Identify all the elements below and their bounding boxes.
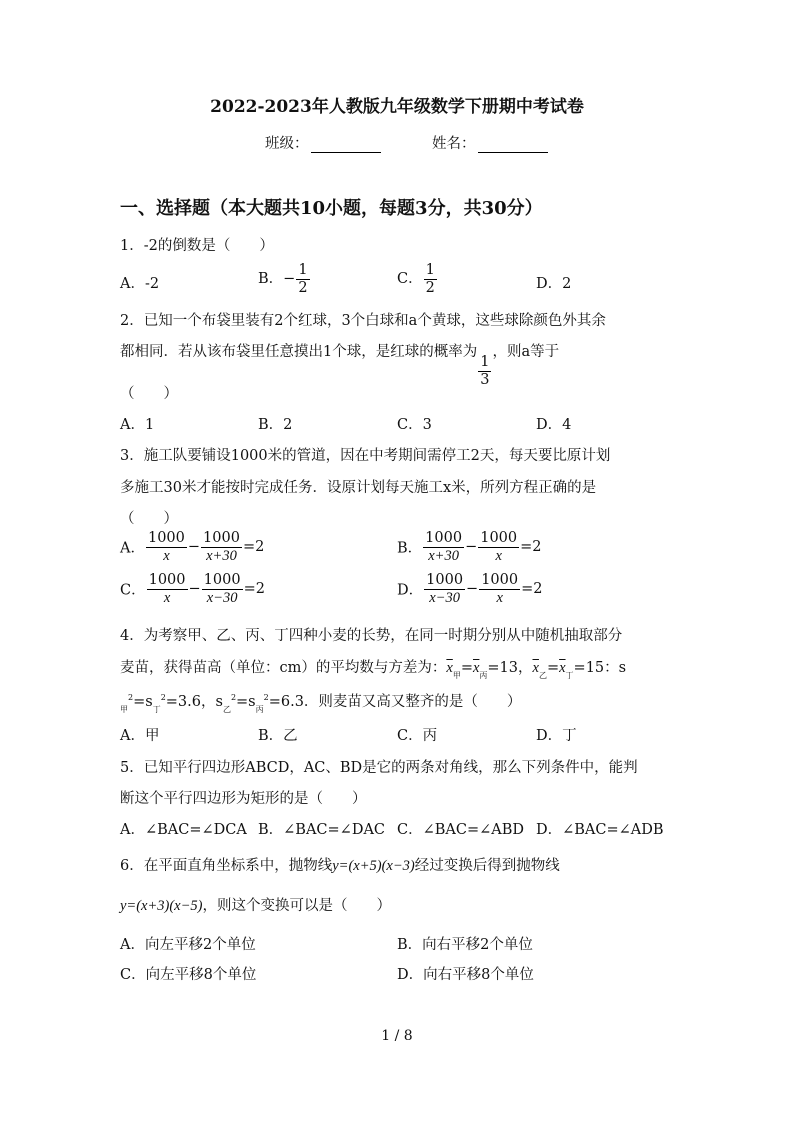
question-1-stem: 1．-2的倒数是（ ）	[120, 238, 274, 254]
q2-option-c[interactable]: C．3	[397, 417, 432, 433]
q4-option-b[interactable]: B．乙	[258, 728, 298, 744]
q5-option-d[interactable]: D．∠BAC=∠ADB	[536, 822, 664, 838]
q3-option-d[interactable]: D． $\frac{1000}{x-30}$ − $\frac{1000}{x}$ =2	[397, 572, 543, 606]
q1-option-b[interactable]: B．− $\frac{1}{2}$	[258, 262, 308, 296]
q1-option-c[interactable]: C． $\frac{1}{2}$	[397, 262, 435, 296]
q6-option-b[interactable]: B．向右平移2个单位	[397, 937, 533, 953]
class-field	[265, 132, 381, 153]
q2-option-b[interactable]: B．2	[258, 417, 293, 433]
equation-2: y=(x+3)(x−5)	[120, 898, 203, 914]
name-label: 姓名：	[432, 136, 476, 152]
class-blank[interactable]	[311, 138, 381, 153]
class-label: 班级：	[265, 136, 309, 152]
question-2-line-1: 2．已知一个布袋里装有2个红球，3个白球和a个黄球，这些球除颜色外其余	[120, 313, 606, 329]
q4-option-d[interactable]: D．丁	[536, 728, 577, 744]
q1-option-d[interactable]: D．2	[536, 276, 572, 292]
q5-option-a[interactable]: A．∠BAC=∠DCA	[120, 822, 247, 838]
question-5-line-1: 5．已知平行四边形ABCD，AC、BD是它的两条对角线，那么下列条件中，能判	[120, 760, 638, 776]
page-number: 1 / 8	[381, 1028, 413, 1044]
name-field	[432, 132, 548, 153]
fraction: $\frac{1}{2}$	[425, 262, 435, 296]
question-4-line-1: 4．为考察甲、乙、丙、丁四种小麦的长势，在同一时期分别从中随机抽取部分	[120, 628, 623, 644]
fraction: $\frac{1}{3}$	[480, 354, 490, 388]
question-3-paren: （ ）	[120, 511, 178, 527]
page-title: 2022-2023年人教版九年级数学下册期中考试卷	[210, 97, 584, 117]
q2-option-a[interactable]: A．1	[120, 417, 155, 433]
question-2-line-2: 都相同．若从该布袋里任意摸出1个球，是红球的概率为 $\frac{1}{3}$ ，则a等于	[120, 344, 560, 388]
q2-option-d[interactable]: D．4	[536, 417, 572, 433]
q1-option-a[interactable]: A．-2	[120, 276, 160, 292]
q5-option-c[interactable]: C．∠BAC=∠ABD	[397, 822, 525, 838]
q6-option-c[interactable]: C．向左平移8个单位	[120, 967, 257, 983]
q6-option-d[interactable]: D．向右平移8个单位	[397, 967, 534, 983]
q3-option-a[interactable]: A． $\frac{1000}{x}$ − $\frac{1000}{x+30}$ =2	[120, 530, 265, 564]
q5-option-b[interactable]: B．∠BAC=∠DAC	[258, 822, 386, 838]
question-5-line-2: 断这个平行四边形为矩形的是（ ）	[120, 791, 367, 807]
question-6-line-2: y=(x+3)(x−5)，则这个变换可以是（ ）	[120, 898, 391, 914]
question-4-line-3: $_甲^2=s_丁^2=3.6$，$s_乙^2=s_丙^2=6.3$．则麦苗又高又整齐的是（ ）	[120, 693, 522, 714]
question-2-paren: （ ）	[120, 386, 178, 402]
question-4-line-2: 麦苗，获得苗高（单位：cm）的平均数与方差为：$\overline{x}_甲=\overline{x}_丙=13$，$\overline{x}_乙=\overline{x}_丁=15$：s	[120, 660, 627, 680]
name-blank[interactable]	[478, 138, 548, 153]
q6-option-a[interactable]: A．向左平移2个单位	[120, 937, 256, 953]
question-6-line-1: 6．在平面直角坐标系中，抛物线y=(x+5)(x−3)经过变换后得到抛物线	[120, 858, 560, 874]
fraction: $\frac{1}{2}$	[298, 262, 308, 296]
question-3-line-1: 3．施工队要铺设1000米的管道，因在中考期间需停工2天，每天要比原计划	[120, 448, 611, 464]
q3-option-c[interactable]: C． $\frac{1000}{x}$ − $\frac{1000}{x-30}$ =2	[120, 572, 265, 606]
equation-1: y=(x+5)(x−3)	[332, 858, 415, 874]
section-heading: 一、选择题（本大题共10小题，每题3分，共30分）	[120, 198, 543, 219]
question-3-line-2: 多施工30米才能按时完成任务．设原计划每天施工x米，所列方程正确的是	[120, 480, 597, 496]
q4-option-a[interactable]: A．甲	[120, 728, 160, 744]
q3-option-b[interactable]: B． $\frac{1000}{x+30}$ − $\frac{1000}{x}$ =2	[397, 530, 542, 564]
q4-option-c[interactable]: C．丙	[397, 728, 438, 744]
